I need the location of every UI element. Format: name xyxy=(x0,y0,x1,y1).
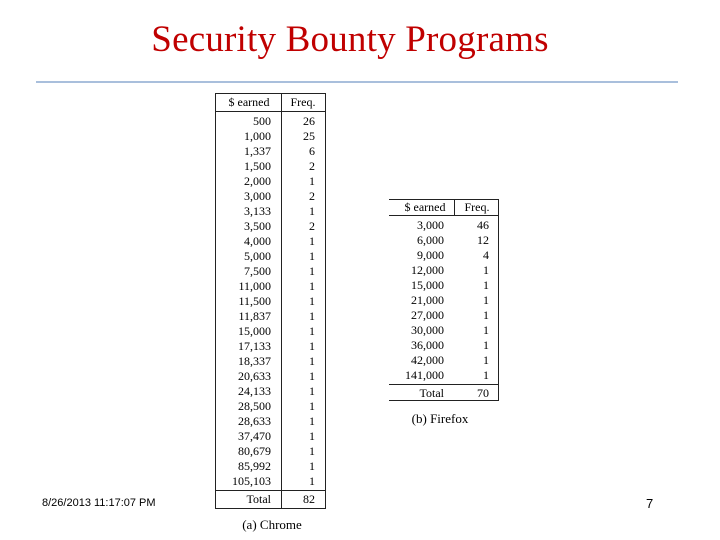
column-header-freq: Freq. xyxy=(290,95,316,109)
table-cell-earned: 18,337 xyxy=(238,354,271,368)
total-label: Total xyxy=(246,492,271,506)
table-border-top xyxy=(215,93,326,94)
table-cell-freq: 1 xyxy=(309,249,315,263)
table-cell-earned: 6,000 xyxy=(417,233,444,247)
table-cell-freq: 1 xyxy=(309,429,315,443)
column-header-earned: $ earned xyxy=(404,200,446,214)
table-cell-freq: 1 xyxy=(309,444,315,458)
column-header-freq: Freq. xyxy=(464,200,490,214)
table-cell-freq: 1 xyxy=(309,474,315,488)
chrome-bounty-table xyxy=(215,93,326,509)
footer-date: 8/26/2013 11:17:07 PM xyxy=(42,497,156,509)
table-cell-freq: 2 xyxy=(309,159,315,173)
table-cell-freq: 1 xyxy=(483,323,489,337)
table-cell-earned: 500 xyxy=(253,114,271,128)
table-cell-earned: 27,000 xyxy=(411,308,444,322)
table-cell-freq: 1 xyxy=(309,459,315,473)
table-cell-freq: 1 xyxy=(309,279,315,293)
page-number: 7 xyxy=(646,496,654,511)
table-border-bottom xyxy=(215,508,326,509)
table-cell-earned: 85,992 xyxy=(238,459,271,473)
table-cell-freq: 1 xyxy=(483,353,489,367)
table-cell-freq: 2 xyxy=(309,189,315,203)
table-cell-earned: 24,133 xyxy=(238,384,271,398)
table-cell-earned: 15,000 xyxy=(411,278,444,292)
table-cell-earned: 11,837 xyxy=(238,309,271,323)
table-cell-earned: 28,633 xyxy=(238,414,271,428)
column-header-earned: $ earned xyxy=(228,95,270,109)
table-border-right xyxy=(498,199,499,401)
table-column-divider xyxy=(281,93,282,509)
table-cell-freq: 1 xyxy=(309,234,315,248)
table-cell-earned: 105,103 xyxy=(232,474,271,488)
table-cell-earned: 141,000 xyxy=(405,368,444,382)
table-cell-earned: 28,500 xyxy=(238,399,271,413)
table-total-divider xyxy=(215,490,326,491)
table-cell-freq: 1 xyxy=(483,368,489,382)
table-cell-freq: 1 xyxy=(309,339,315,353)
table-cell-earned: 15,000 xyxy=(238,324,271,338)
table-cell-freq: 1 xyxy=(309,174,315,188)
table-cell-earned: 21,000 xyxy=(411,293,444,307)
table-cell-freq: 12 xyxy=(477,233,489,247)
table-cell-freq: 4 xyxy=(483,248,489,262)
table-cell-freq: 1 xyxy=(309,384,315,398)
table-cell-earned: 11,000 xyxy=(238,279,271,293)
table-cell-earned: 30,000 xyxy=(411,323,444,337)
table-cell-earned: 20,633 xyxy=(238,369,271,383)
table-cell-earned: 7,500 xyxy=(244,264,271,278)
table-cell-earned: 12,000 xyxy=(411,263,444,277)
total-value: 82 xyxy=(303,492,315,506)
table-cell-freq: 1 xyxy=(309,354,315,368)
table-header-divider xyxy=(389,215,499,216)
table-cell-freq: 25 xyxy=(303,129,315,143)
table-cell-earned: 17,133 xyxy=(238,339,271,353)
table-cell-freq: 1 xyxy=(483,263,489,277)
total-value: 70 xyxy=(477,386,489,400)
table-cell-earned: 42,000 xyxy=(411,353,444,367)
table-cell-earned: 1,337 xyxy=(244,144,271,158)
table-cell-earned: 3,500 xyxy=(244,219,271,233)
table-cell-earned: 5,000 xyxy=(244,249,271,263)
firefox-bounty-table xyxy=(389,199,499,401)
table-border-right xyxy=(325,93,326,509)
table-cell-freq: 1 xyxy=(309,309,315,323)
table-cell-earned: 80,679 xyxy=(238,444,271,458)
slide-title: Security Bounty Programs xyxy=(151,19,549,60)
firefox-table-caption: (b) Firefox xyxy=(411,411,469,426)
table-cell-freq: 1 xyxy=(309,324,315,338)
table-cell-earned: 37,470 xyxy=(238,429,271,443)
total-label: Total xyxy=(419,386,444,400)
table-cell-earned: 1,500 xyxy=(244,159,271,173)
table-header-divider xyxy=(215,111,326,112)
table-cell-earned: 3,000 xyxy=(417,218,444,232)
table-total-divider xyxy=(389,384,499,385)
table-cell-freq: 2 xyxy=(309,219,315,233)
table-cell-freq: 1 xyxy=(309,399,315,413)
table-cell-freq: 1 xyxy=(309,414,315,428)
table-cell-freq: 26 xyxy=(303,114,315,128)
table-cell-freq: 1 xyxy=(309,294,315,308)
title-divider xyxy=(36,81,678,83)
table-cell-freq: 1 xyxy=(309,369,315,383)
table-cell-earned: 3,133 xyxy=(244,204,271,218)
table-cell-earned: 2,000 xyxy=(244,174,271,188)
table-cell-earned: 9,000 xyxy=(417,248,444,262)
table-cell-freq: 1 xyxy=(483,278,489,292)
table-cell-earned: 11,500 xyxy=(238,294,271,308)
table-cell-earned: 1,000 xyxy=(244,129,271,143)
table-cell-earned: 4,000 xyxy=(244,234,271,248)
table-cell-earned: 3,000 xyxy=(244,189,271,203)
table-cell-freq: 6 xyxy=(309,144,315,158)
table-cell-freq: 1 xyxy=(309,264,315,278)
table-cell-freq: 1 xyxy=(483,293,489,307)
table-cell-freq: 1 xyxy=(483,308,489,322)
table-cell-freq: 1 xyxy=(309,204,315,218)
table-cell-freq: 46 xyxy=(477,218,489,232)
table-cell-earned: 36,000 xyxy=(411,338,444,352)
chrome-table-caption: (a) Chrome xyxy=(242,517,302,532)
table-cell-freq: 1 xyxy=(483,338,489,352)
